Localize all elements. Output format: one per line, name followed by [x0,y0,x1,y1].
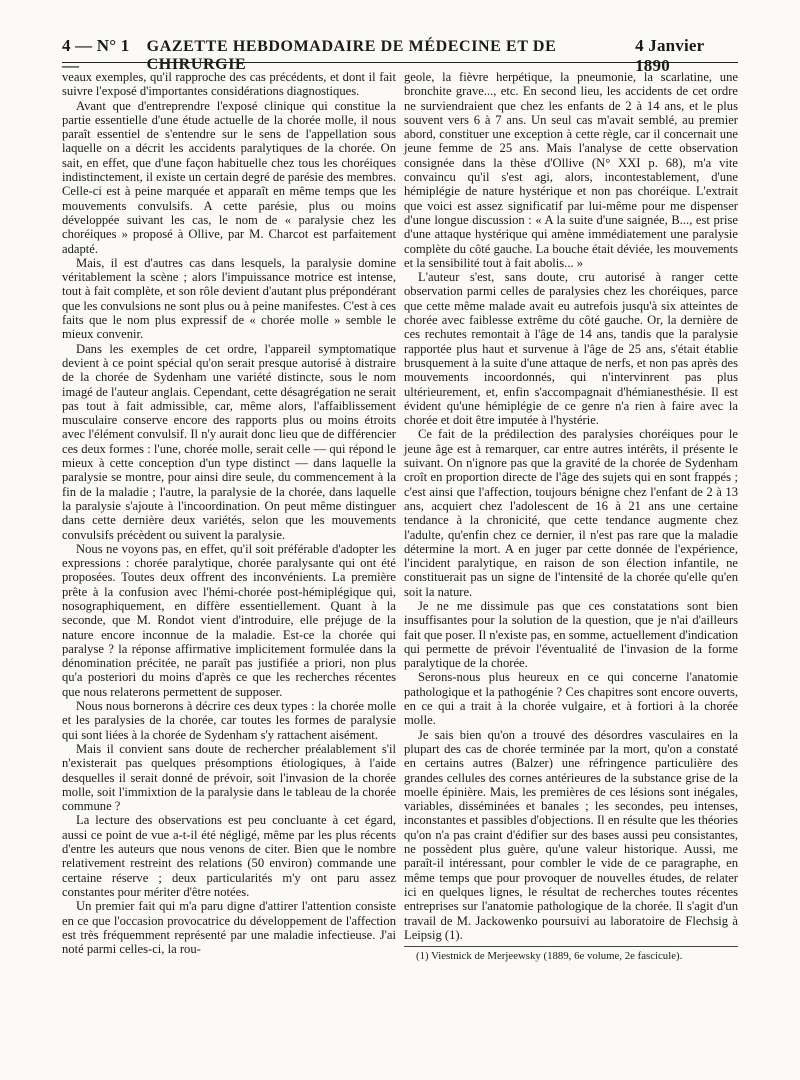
paragraph: Avant que d'entreprendre l'exposé clinique qui constitue la partie essentielle d'une étude actuelle de la chorée molle, il nous paraît essentiel de s'entendre sur le sens de l'appellation sous laquelle on a décrit les accidents paralytiques de la chorée. On sait, en effet, que d'une façon habituelle chez tous les choréiques indistinctement, il existe un certain degré de parésie des membres. Celle-ci est à peine marquée et apparaît en même temps que les mouvements convulsifs. A cette parésie, plus ou moins développée suivant les cas, le nom de « paralysie chez les choréiques » proposé à Ollive, par M. Charcot est parfaitement adapté. [62,98,396,256]
paragraph: La lecture des observations est peu concluante à cet égard, aussi ce point de vue a-t-il été négligé, même par les plus récents d'entre les auteurs que nous venons de citer. Bien que le nombre relativement restreint des relations (50 environ) commande une certaine réserve ; deux particularités m'y ont paru assez constantes pour mériter d'être notées. [62,813,396,899]
right-column [404,70,738,962]
paragraph: Dans les exemples de cet ordre, l'appareil symptomatique devient à ce point spécial qu'on serait presque autorisé à distraire de la chorée de Sydenham une variété distincte, sous le nom imagé de l'auteur anglais. Cependant, cette désagrégation ne serait pas tout à fait admissible, car, même alors, l'affaiblissement musculaire conserve encore des rapports plus ou moins étroits avec l'élément convulsif. Il n'y aurait donc lieu que de différencier ces deux formes : l'une, chorée molle, serait celle — qui répond le mieux à cette conception d'un type distinct — dans laquelle la paralysie se montre, pour ainsi dire seule, du commencement à la fin de la maladie ; l'autre, la paralysie de la chorée, dans laquelle la paralysie s'ajoute à l'incoordination. On peut même distinguer dans cette dernière deux variétés, selon que les mouvements convulsifs précèdent ou suivent la paralysie. [62,341,396,542]
page-number: 4 — N° 1 — [62,36,130,75]
paragraph: Je sais bien qu'on a trouvé des désordres vasculaires en la plupart des cas de chorée terminée par la mort, qu'on a constaté en certains autres (Balzer) une réfringence particulière des grandes cellules des cornes antérieures de la substance grise de la moelle épinière. Mais, les premières de ces lésions sont inégales, variables, disséminées et banales ; les secondes, peu intenses, inconstantes et passibles d'objections. Il en résulte que les théories qu'on n'a pas craint d'édifier sur des bases aussi peu consistantes, ne possèdent plus guère, qu'une valeur historique. Aussi, me paraît-il intéressant, pour combler le vide de ce paragraphe, en même temps que pour provoquer de nouvelles études, de relater ici en quelques lignes, le résultat de recherches toutes récentes entreprises sur l'anatomie pathologique de la chorée. Il s'agit d'un travail de M. Jackowenko poursuivi au laboratoire de Flechsig à Leipsig (1). [404,727,738,942]
paragraph: L'auteur s'est, sans doute, cru autorisé à ranger cette observation parmi celles de paralysies chez les choréiques, parce que cette même malade avait eu autrefois jusqu'à six atteintes de chorée avec faiblesse extrême du côté gauche. Or, la dernière de ces rechutes remontait à l'âge de 14 ans, tandis que la paralysie rapportée plus haut et survenue à l'âge de 25 ans, s'était établie brusquement à la suite d'une attaque de nerfs, et non pas après des mouvements incoordonnés, qui n'intervinrent pas plus ultérieurement, et, enfin s'accompagnait d'hémianesthésie. Il est évident qu'une hémiplégie de ce genre n'a rien à faire avec la chorée et doit être imputée à l'hystérie. [404,270,738,428]
issue-date: 4 Janvier 1890 [635,36,705,75]
paragraph: Mais, il est d'autres cas dans lesquels, la paralysie domine véritablement la scène ; alors l'impuissance motrice est intense, tout à fait complète, et son rôle devient d'autant plus prépondérant que les convulsions ne sont plus ou à peine manifestes. C'est à ces faits que le nom plus expressif de « chorée molle » semble le mieux convenir. [62,255,396,342]
paragraph: Je ne me dissimule pas que ces constatations sont bien insuffisantes pour la solution de la question, que je n'ai d'ailleurs fait que poser. Il n'existe pas, en somme, actuellement d'indication qui permette de prévoir l'éventualité de l'invasion de la forme paralytique de la chorée. [404,598,738,671]
footnote: (1) Viestnick de Merjeewsky (1889, 6e volume, 2e fascicule). [404,946,738,962]
paragraph: Un premier fait qui m'a paru digne d'attirer l'attention consiste en ce que l'occasion provocatrice du développement de l'affection est très fréquemment représenté par une maladie infectieuse. J'ai noté parmi celles-ci, la rou- [62,899,396,957]
running-header [62,36,738,75]
paragraph: Mais il convient sans doute de rechercher préalablement s'il n'existerait pas quelques présomptions étiologiques, à l'aide desquelles il serait donné de prévoir, soit l'invasion de la chorée molle, soit l'immixtion de la paralysie dans le tableau de la chorée commune ? [62,741,396,814]
journal-title: GAZETTE HEBDOMADAIRE DE MÉDECINE ET DE CHIRURGIE [146,38,557,73]
paragraph: Nous nous bornerons à décrire ces deux types : la chorée molle et les paralysies de la chorée, car toutes les formes de paralysie qui sont liées à la chorée de Sydenham s'y rattachent aisément. [62,699,396,742]
paragraph: Nous ne voyons pas, en effet, qu'il soit préférable d'adopter les expressions : chorée paralytique, chorée paralysante qui ont été proposées. Toutes deux offrent des inconvénients. La première prête à la confusion avec l'hémi-chorée post-hémiplégique qui, nosographiquement, en diffère essentiellement. Quant à la seconde, que M. Rondot vient d'introduire, elle préjuge de la nature encore inconnue de la maladie. Est-ce la chorée qui paralyse ? la réponse affirmative implicitement formulée dans la dénomination précitée, ne paraît pas justifiée a priori, non plus qu'a posteriori du moins d'après ce que les recherches récentes que nous relaterons permettent de supposer. [62,541,396,699]
paragraph: geole, la fièvre herpétique, la pneumonie, la scarlatine, une bronchite grave..., etc. En second lieu, les accidents de cet ordre ne surviendraient que chez les enfants de 2 à 14 ans, et le plus souvent vers 6 à 7 ans. Un seul cas m'avait semblé, au premier abord, constituer une exception à cette règle, car il concernait une jeune femme de 25 ans. Mais l'analyse de cette observation consignée dans la thèse d'Ollive (N° XXI p. 68), m'a vite convaincu qu'il s'est agi, alors, incontestablement, d'une hémiplégie de nature hystérique et non pas choréique. L'extrait que voici est assez significatif par lui-même pour me dispenser d'une longue discussion : « A la suite d'une saignée, B..., est prise d'une attaque hystérique qui amène immédiatement une paralysie complète du côté gauche. La bouche était déviée, les mouvements et la sensibilité tout à fait abolis... » [404,70,738,270]
paragraph: Ce fait de la prédilection des paralysies choréiques pour le jeune âge est à remarquer, car entre autres intérêts, il présente le suivant. On n'ignore pas que la gravité de la chorée de Sydenham croît en proportion directe de l'âge des sujets qui en sont frappés ; c'est ainsi que l'affection, toujours bénigne chez l'enfant de 2 à 13 ans, acquiert chez l'adolescent de 16 à 21 ans une certaine tendance à la chronicité, que cette tendance augmente chez l'adulte, qu'enfin chez ce dernier, il n'est pas rare que la maladie détermine la mort. A en juger par cette donnée de l'expérience, l'incident paralytique, en raison de son élection infantile, ne constituerait pas un signe de l'intensité de la chorée qu'elle qu'en soit la nature. [404,427,738,599]
paragraph: Serons-nous plus heureux en ce qui concerne l'anatomie pathologique et la pathogénie ? Ces chapitres sont encore ouverts, en ce qui a trait à la chorée vulgaire, et à fortiori à la chorée molle. [404,670,738,728]
header-rule [62,62,738,63]
paragraph: veaux exemples, qu'il rapproche des cas précédents, et dont il fait suivre l'exposé d'importantes considérations diagnostiques. [62,70,396,99]
left-column [62,70,396,956]
